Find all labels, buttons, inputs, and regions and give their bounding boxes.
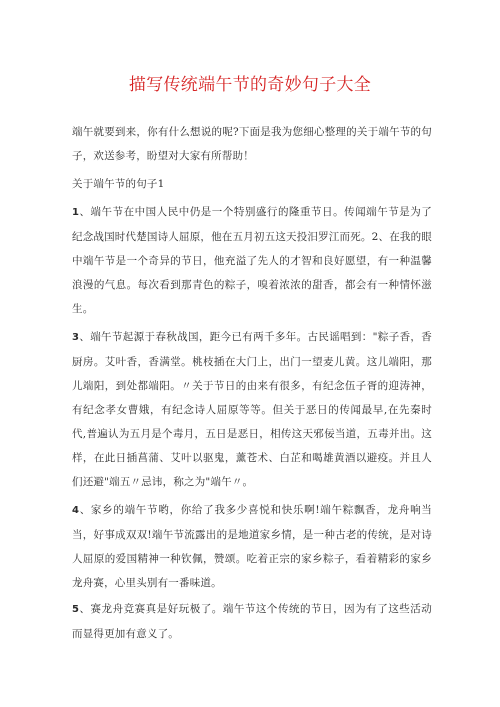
item-text: 、端午节起源于春秋战国，距今已有两千多年。古民谣唱到："粽子香，香厨房。艾叶香，香满堂。桃枝插在大门上，出门一望麦儿黄。这儿端阳，那儿端阳，到处都端阳。〃关于节日的由来有很多，有纪念伍子胥的迎涛神，有纪念孝女曹娥，有纪念诗人屈原等等。但关于恶日的传闻最早,在先秦时代,普遍认为五月是个毒月，五日是恶日，相传这天邪佞当道，五毒并出。这样，在此日插菖蒲、艾叶以驱鬼，薰苍术、白芷和喝雄黄酒以避疫。并且人们还避"端五〃忌讳，称之为"端午〃。 [72,331,432,488]
item-text: 、赛龙舟竞赛真是好玩极了。端午节这个传统的节日，因为有了这些活动而显得更加有意义了。 [72,603,432,640]
paragraph-item-1 [72,200,432,321]
section-subtitle: 关于端午节的句子1 [72,178,165,190]
item-text: 、家乡的端午节哟，你给了我多少喜悦和快乐啊!端午粽飘香，龙舟响当当，好事成双双!端午节流露出的是地道家乡情，是一种古老的传统，是对诗人屈原的爱国精神一种钦佩，赞颂。吃着正宗的家乡粽子，看着精彩的家乡龙舟赛，心里头别有一番味道。 [72,504,432,589]
intro-paragraph: 端午就要到来，你有什么想说的呢?下面是我为您细心整理的关于端午节的句子，欢送参考，盼望对大家有所帮助！ [72,126,432,162]
item-number: 3 [72,332,80,343]
item-text: 、端午节在中国人民中仍是一个特别盛行的隆重节日。传闻端午节是为了纪念战国时代楚国诗人屈原，他在五月初五这天投汨罗江而死。2、在我的眼中端午节是一个奇异的节日，他充溢了先人的才智和良好愿望，有一种温馨浪漫的气息。每次看到那青色的粽子，嗅着浓浓的甜香，都会有一种情怀滋生。 [72,206,432,315]
item-number: 5 [72,604,80,615]
paragraph-item-3 [72,325,432,494]
item-number: 1 [72,207,80,218]
document-title: 描写传统端午节的奇妙句子大全 [128,75,372,95]
document-body [72,120,432,650]
paragraph-item-5 [72,597,432,646]
paragraph-item-4 [72,498,432,595]
item-number: 4 [72,505,80,516]
